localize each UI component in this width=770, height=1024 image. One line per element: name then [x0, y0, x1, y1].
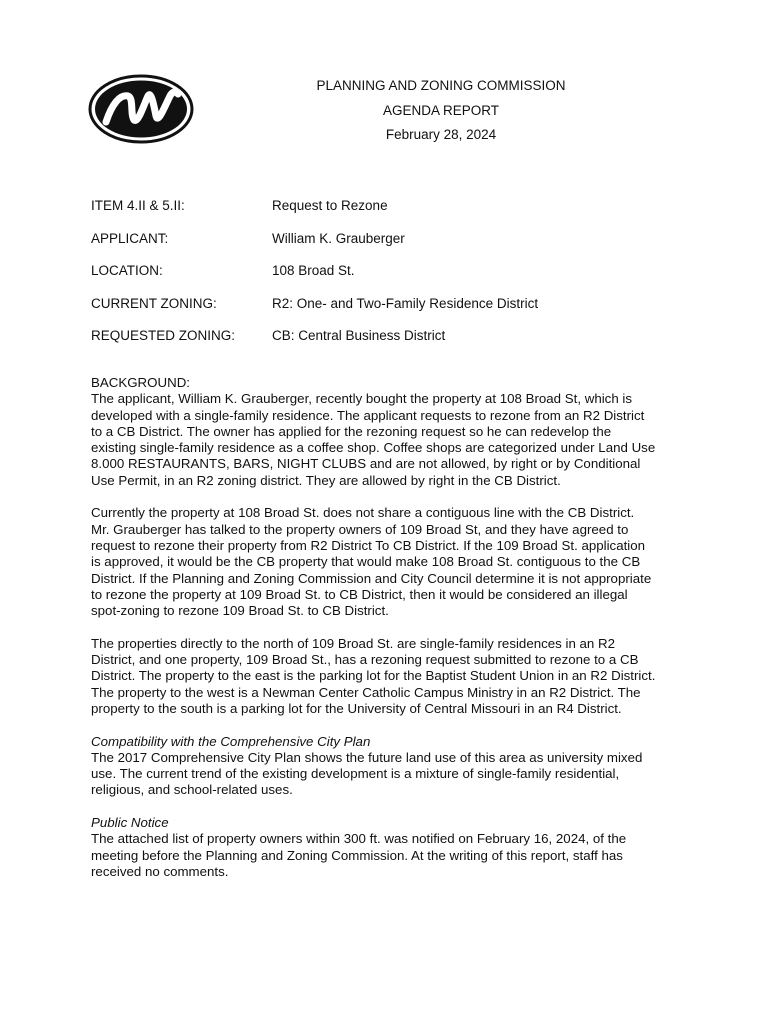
field-row-applicant	[91, 229, 691, 262]
background-heading: BACKGROUND:	[91, 375, 190, 390]
body-line: property to the south is a parking lot for the University of Central Missouri in an R4 District.	[91, 700, 622, 716]
field-row-item	[91, 196, 691, 229]
public-notice-section	[91, 815, 683, 880]
body-line: Use Permit, in an R2 zoning district. They are allowed by right in the CB District.	[91, 472, 561, 488]
body-line: The property to the west is a Newman Center Catholic Campus Ministry in an R2 District. The	[91, 684, 641, 700]
field-label: LOCATION:	[91, 263, 163, 279]
body-line: religious, and school-related uses.	[91, 782, 293, 798]
field-value: CB: Central Business District	[272, 328, 446, 344]
body-line: request to rezone their property from R2 District To CB District. If the 109 Broad St. application	[91, 537, 646, 553]
body-line: to rezone the property at 109 Broad St. to CB District, then it would be considered an illegal	[91, 586, 628, 602]
field-value: William K. Grauberger	[272, 230, 405, 246]
report-header	[300, 74, 582, 148]
field-label: REQUESTED ZONING:	[91, 328, 236, 344]
body-line: use. The current trend of the existing development is a mixture of single-family residential,	[91, 766, 620, 782]
field-value: R2: One- and Two-Family Residence District	[272, 295, 539, 311]
field-row-current-zoning	[91, 294, 691, 327]
body-line: Currently the property at 108 Broad St. does not share a contiguous line with the CB District.	[91, 505, 635, 521]
body-line: District. The property to the east is the parking lot for the Baptist Student Union in an R2 District.	[91, 668, 656, 684]
field-value: 108 Broad St.	[272, 263, 355, 279]
field-row-requested-zoning	[91, 326, 691, 359]
body-line: The attached list of property owners within 300 ft. was notified on February 16, 2024, of the	[91, 831, 627, 847]
compatibility-heading: Compatibility with the Comprehensive City Plan	[91, 733, 371, 749]
report-title: AGENDA REPORT	[382, 102, 500, 118]
body-line: Mr. Grauberger has talked to the property owners of 109 Broad St, and they have agreed to	[91, 521, 629, 537]
field-row-location	[91, 261, 691, 294]
body-line: The 2017 Comprehensive City Plan shows the future land use of this area as university mixed	[91, 749, 643, 765]
body-line: meeting before the Planning and Zoning Commission. At the writing of this report, staff has	[91, 847, 623, 863]
body-line: existing single-family residence as a coffee shop. Coffee shops are categorized under Land Use	[91, 440, 656, 456]
body-line: 8.000 RESTAURANTS, BARS, NIGHT CLUBS and are not allowed, by right or by Conditional	[91, 456, 641, 472]
commission-title: PLANNING AND ZONING COMMISSION	[316, 78, 566, 93]
report-date: February 28, 2024	[385, 127, 497, 142]
field-label: APPLICANT:	[91, 230, 169, 246]
contiguity-paragraph	[91, 505, 683, 619]
body-line: developed with a single-family residence. The applicant requests to rezone from an R2 District	[91, 407, 645, 423]
body-line: received no comments.	[91, 863, 229, 879]
report-body	[91, 375, 683, 897]
field-label: ITEM 4.II & 5.II:	[91, 198, 185, 213]
body-line: District. If the Planning and Zoning Commission and City Council determine it is not appropriate	[91, 570, 652, 586]
city-w-logo-icon	[88, 74, 194, 144]
body-line: to a CB District. The owner has applied for the rezoning request so he can redevelop the	[91, 423, 612, 439]
body-line: spot-zoning to rezone 109 Broad St. to CB District.	[91, 603, 389, 619]
public-notice-heading: Public Notice	[91, 815, 169, 831]
field-value: Request to Rezone	[272, 198, 388, 213]
surroundings-paragraph	[91, 636, 683, 717]
background-section	[91, 375, 683, 489]
compatibility-section	[91, 734, 683, 799]
summary-fields	[91, 196, 691, 359]
body-line: The applicant, William K. Grauberger, recently bought the property at 108 Broad St, which is	[91, 391, 633, 407]
body-line: The properties directly to the north of 109 Broad St. are single-family residences in an R2	[91, 635, 616, 651]
body-line: is approved, it would be the CB property that would make 108 Broad St. contiguous to the CB	[91, 554, 641, 570]
body-line: District, and one property, 109 Broad St., has a rezoning request submitted to rezone to a CB	[91, 652, 639, 668]
field-label: CURRENT ZONING:	[91, 295, 217, 311]
